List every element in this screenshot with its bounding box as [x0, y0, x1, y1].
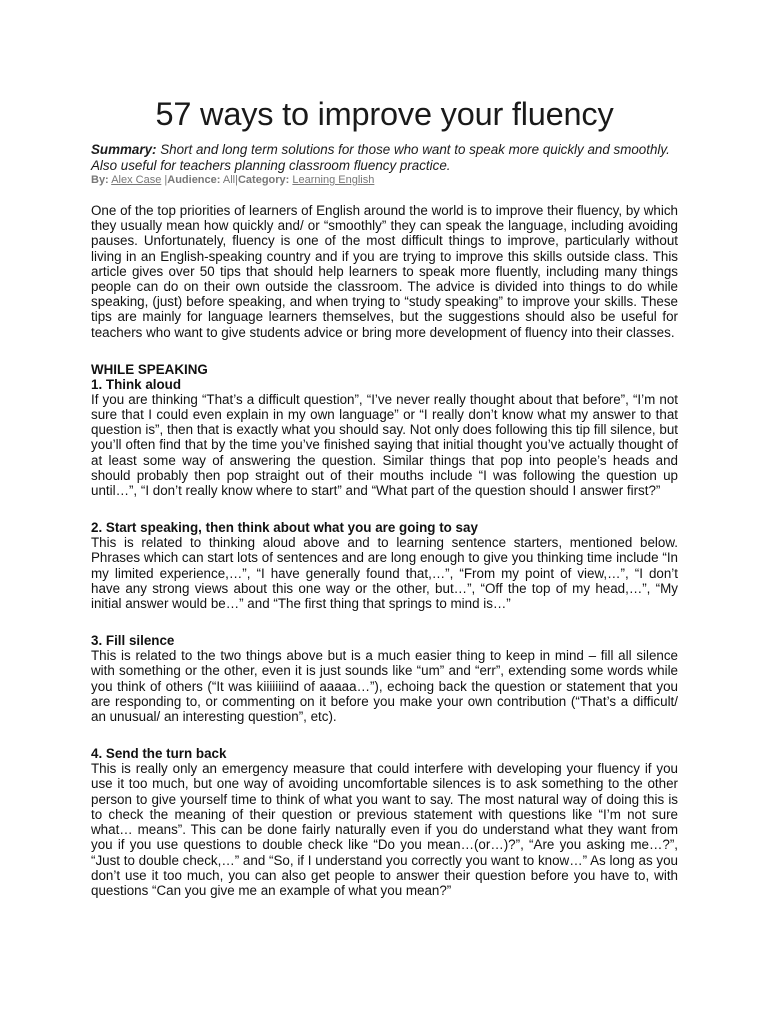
article-summary [91, 142, 678, 173]
audience-label: Audience: [167, 174, 221, 186]
intro-paragraph: One of the top priorities of learners of English around the world is to improve their fluency, by which they usually mean how quickly and/ or “smoothly” they can speak the language, including avoiding pauses. Unfortunately, fluency is one of the most difficult things to improve, particularly without living in an English-speaking country and if you are trying to improve this skills outside class. This article gives over 50 tips that should help learners to speak more fluently, including many things people can do on their own outside the classroom. The advice is divided into things to do while speaking, (just) before speaking, and when trying to “study speaking” to improve your skills. These tips are mainly for language learners themselves, but the suggestions should also be useful for teachers who want to give students advice or bring more development of fluency into their classes. [91, 203, 678, 340]
tip-2 [91, 520, 678, 611]
audience-value: All [220, 174, 236, 186]
tip-heading: 2. Start speaking, then think about what you are going to say [91, 520, 478, 536]
tip-heading: 1. Think aloud [91, 376, 182, 392]
summary-label: Summary: [91, 142, 157, 157]
tip-heading: 4. Send the turn back [91, 746, 227, 762]
tip-1 [91, 377, 678, 498]
tip-heading: 3. Fill silence [91, 633, 175, 649]
tip-4 [91, 746, 678, 898]
tip-3 [91, 633, 678, 724]
category-label: Category: [237, 174, 290, 186]
byline-separator: | [161, 174, 168, 186]
tip-body: If you are thinking “That’s a difficult question”, “I’ve never really thought about that before”, “I’m not sure that I could even explain in my own language” or “I really don’t know what my answer to that question is”, then that is exactly what you should say. Not only does following this tip fill silence, but you’ll often find that by the time you’ve finished saying that initial thought you’ve actually thought of at least some way of answering the question. Similar things that pop into people’s heads and should probably then pop straight out of their mouths include “I was following the question up until…”, “I don’t really know where to start” and “What part of the question should I answer first?” [91, 391, 678, 499]
category-link[interactable]: Learning English [292, 174, 375, 186]
tip-body: This is related to the two things above but is a much easier thing to keep in mind – fill all silence with something or the other, even it is just sounds like “um” and “err”, extending some words while you think of others (“It was kiiiiiiind of aaaaa…”), echoing back the question or statement that you are responding to, or commenting on it before you make your own contribution (“That’s a difficult/ an unusual/ an interesting question”, etc). [91, 648, 678, 725]
tip-body: This is really only an emergency measure that could interfere with developing your fluency if you use it too much, but one way of avoiding uncomfortable silences is to ask something to the other person to give yourself time to think of what you want to say. The most natural way of doing this is to check the meaning of their question or previous statement with questions like “I’m not sure what… means”. This can be done fairly naturally even if you do understand what they want from you if you use questions to double check like “Do you mean…(or…)?”, “Are you asking me…?”, “Just to double check,…” and “So, if I understand you correctly you want to know…” As long as you don’t use it too much, you can also get people to answer their question before you have to, with questions “Can you give me an example of what you mean?” [91, 761, 678, 898]
byline [91, 174, 678, 187]
author-link[interactable]: Alex Case [111, 174, 162, 186]
article-title: 57 ways to improve your fluency [155, 96, 614, 132]
section-heading: WHILE SPEAKING [91, 361, 208, 377]
summary-text: Short and long term solutions for those who want to speak more quickly and smoothly. Also useful for teachers planning classroom fluency practice. [91, 142, 670, 173]
by-label: By: [91, 174, 109, 186]
tip-body: This is related to thinking aloud above and to learning sentence starters, mentioned below. Phrases which can start lots of sentences and are long enough to give you thinking time include “In my limited experience,…”, “I have generally found that,…”, “From my point of view,…”, “I don’t have any strong views about this one way or the other, but…”, “Off the top of my head,…”, “My initial answer would be…” and “The first thing that springs to mind is…” [91, 535, 678, 612]
byline-separator: | [235, 174, 238, 186]
